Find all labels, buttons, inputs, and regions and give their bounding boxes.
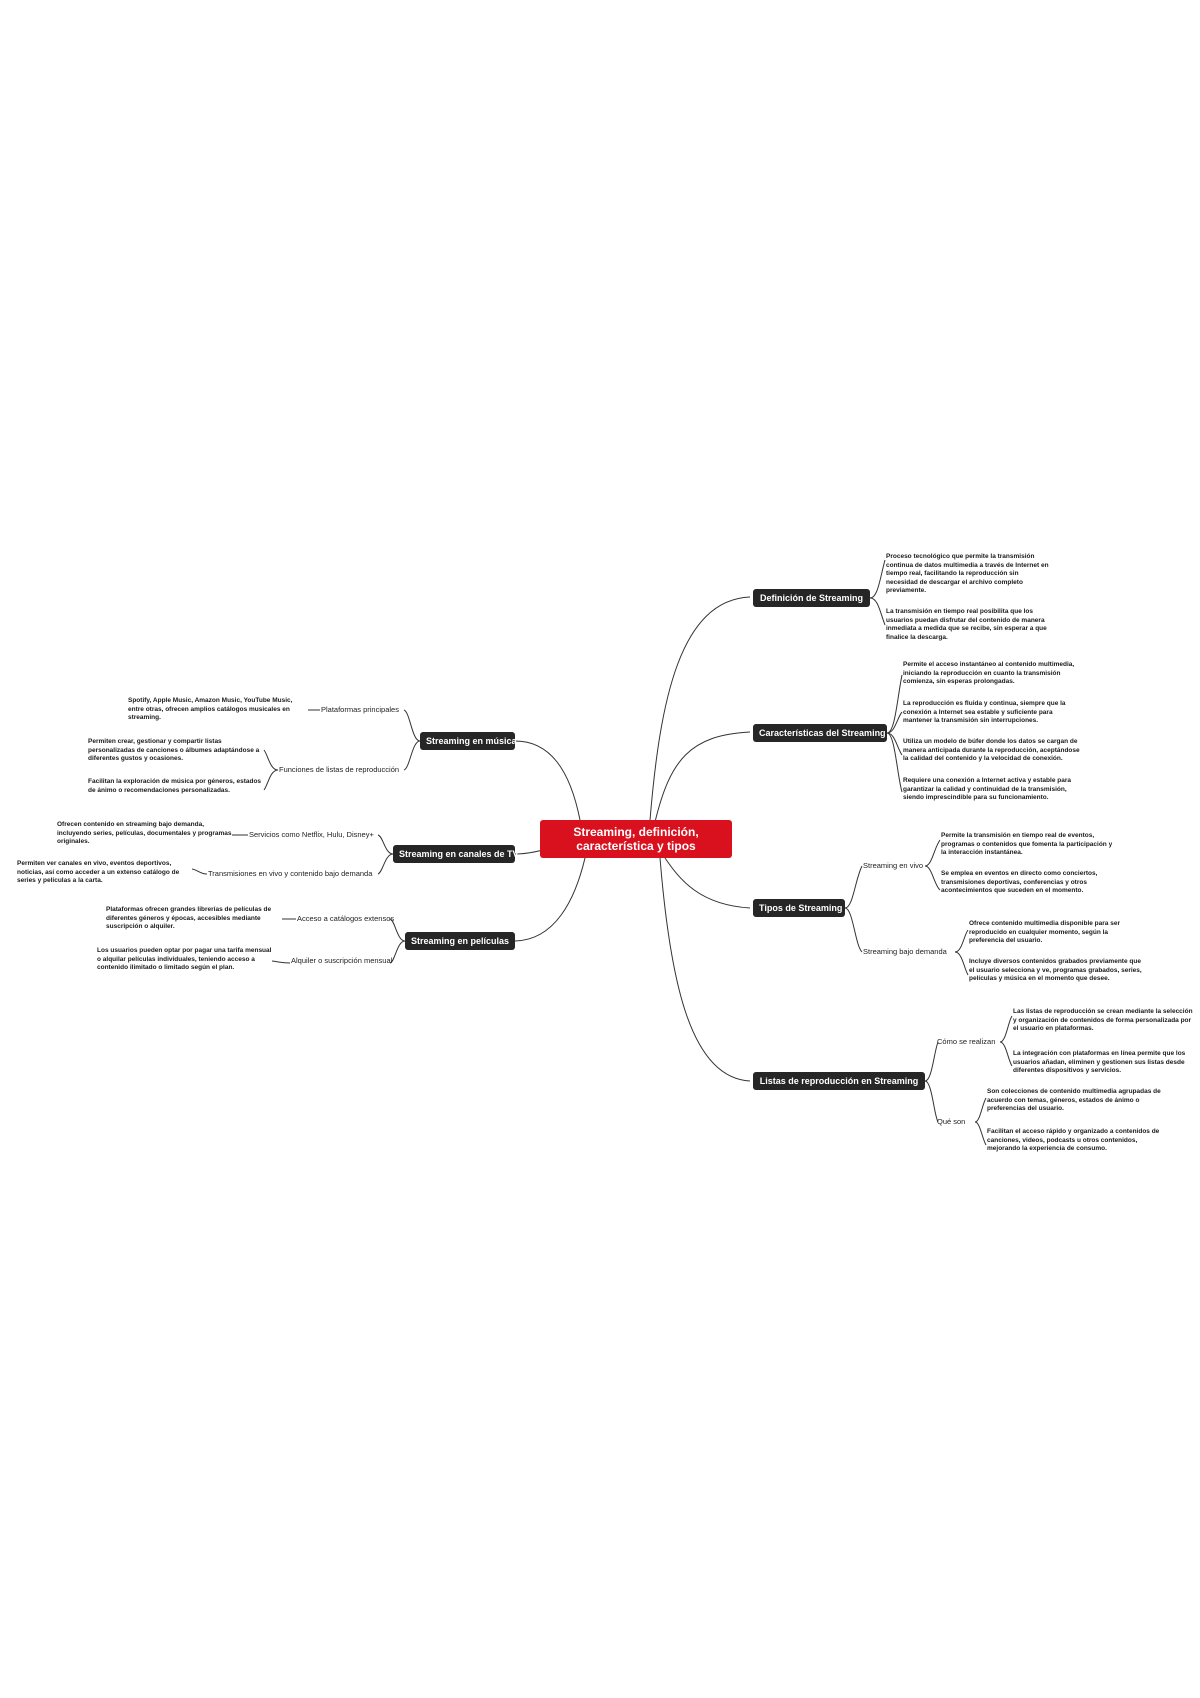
topic-listas[interactable]: Listas de reproducción en Streaming bbox=[753, 1072, 925, 1090]
leaf-como-1: Las listas de reproducción se crean mediante la selección y organización de contenidos de forma personalizada por el usuario en plataformas. bbox=[1013, 1008, 1193, 1033]
leaf-transmisiones: Permiten ver canales en vivo, eventos deportivos, noticias, así como acceder a un extenso catálogo de series y películas a la carta. bbox=[17, 860, 180, 885]
leaf-plataformas: Spotify, Apple Music, Amazon Music, YouTube Music, entre otras, ofrecen amplios catálogos musicales en streaming. bbox=[128, 697, 293, 722]
leaf-acceso: Plataformas ofrecen grandes librerías de películas de diferentes géneros y épocas, accesibles mediante suscripción o alquiler. bbox=[106, 906, 272, 931]
leaf-caracteristicas-3: Utiliza un modelo de búfer donde los datos se cargan de manera anticipada durante la reproducción, aceptándose la calidad del contenido y la velocidad de conexión. bbox=[903, 738, 1080, 763]
sub-servicios-netflix[interactable]: Servicios como Netflix, Hulu, Disney+ bbox=[249, 830, 374, 839]
topic-peliculas[interactable]: Streaming en películas bbox=[405, 932, 515, 950]
leaf-queson-2: Facilitan el acceso rápido y organizado a contenidos de canciones, videos, podcasts u otros contenidos, mejorando la experiencia de consumo. bbox=[987, 1128, 1160, 1153]
sub-plataformas-principales[interactable]: Plataformas principales bbox=[321, 705, 399, 714]
sub-funciones-listas[interactable]: Funciones de listas de reproducción bbox=[279, 765, 400, 774]
leaf-vivo-1: Permite la transmisión en tiempo real de eventos, programas o contenidos que fomenta la participación y la interacción instantánea. bbox=[941, 832, 1113, 857]
leaf-como-2: La integración con plataformas en línea permite que los usuarios añadan, eliminen y gestionen sus listas desde diferentes dispositivos y servicios. bbox=[1013, 1050, 1186, 1075]
leaf-funciones-1: Permiten crear, gestionar y compartir listas personalizadas de canciones o álbumes adaptándose a diferentes gustos y ocasiones. bbox=[88, 738, 260, 763]
sub-como-se-realizan[interactable]: Cómo se realizan bbox=[937, 1037, 996, 1046]
leaf-queson-1: Son colecciones de contenido multimedia agrupadas de acuerdo con temas, géneros, estados de ánimo o preferencias del usuario. bbox=[987, 1088, 1161, 1113]
leaf-servicios: Ofrecen contenido en streaming bajo demanda, incluyendo series, películas, documentales y programas originales. bbox=[57, 821, 232, 846]
leaf-caracteristicas-4: Requiere una conexión a Internet activa y estable para garantizar la calidad y continuidad de la transmisión, siendo imprescindible para su funcionamiento. bbox=[903, 777, 1071, 802]
sub-streaming-en-vivo[interactable]: Streaming en vivo bbox=[863, 861, 924, 870]
sub-streaming-bajo-demanda[interactable]: Streaming bajo demanda bbox=[863, 947, 947, 956]
leaf-caracteristicas-2: La reproducción es fluida y continua, siempre que la conexión a Internet sea estable y suficiente para mantener la transmisión sin interrupciones. bbox=[903, 700, 1066, 725]
central-topic[interactable]: Streaming, definición, característica y tipos bbox=[540, 820, 732, 858]
topic-caracteristicas[interactable]: Características del Streaming bbox=[753, 724, 887, 742]
sub-acceso-catalogos[interactable]: Acceso a catálogos extensos bbox=[297, 914, 395, 923]
sub-alquiler-suscripcion[interactable]: Alquiler o suscripción mensual bbox=[291, 956, 393, 965]
topic-tipos[interactable]: Tipos de Streaming bbox=[753, 899, 845, 917]
topic-definicion[interactable]: Definición de Streaming bbox=[753, 589, 870, 607]
sub-transmisiones-en-vivo[interactable]: Transmisiones en vivo y contenido bajo demanda bbox=[208, 869, 373, 878]
leaf-vivo-2: Se emplea en eventos en directo como conciertos, transmisiones deportivas, conferencias y otros acontecimientos que suceden en el momento. bbox=[941, 870, 1098, 895]
leaf-definicion-1: Proceso tecnológico que permite la transmisión continua de datos multimedia a través de Internet en tiempo real, facilitando la reproducción sin necesidad de descargar el archivo completo previamente. bbox=[886, 553, 1049, 595]
leaf-definicion-2: La transmisión en tiempo real posibilita que los usuarios puedan disfrutar del contenido de manera inmediata a medida que se recibe, sin esperar a que finalice la descarga. bbox=[886, 608, 1047, 641]
topic-canales-tv[interactable]: Streaming en canales de TV bbox=[393, 845, 515, 863]
sub-que-son[interactable]: Qué son bbox=[937, 1117, 966, 1126]
leaf-funciones-2: Facilitan la exploración de música por géneros, estados de ánimo o recomendaciones personalizadas. bbox=[88, 778, 262, 794]
leaf-demanda-2: Incluye diversos contenidos grabados previamente que el usuario selecciona y ve, programas grabados, series, películas y música en el momento que desee. bbox=[969, 958, 1142, 983]
leaf-caracteristicas-1: Permite el acceso instantáneo al contenido multimedia, iniciando la reproducción en cuanto la transmisión comienza, sin esperas prolongadas. bbox=[903, 661, 1075, 686]
topic-musica[interactable]: Streaming en música bbox=[420, 732, 515, 750]
leaf-demanda-1: Ofrece contenido multimedia disponible para ser reproducido en cualquier momento, según la preferencia del usuario. bbox=[969, 920, 1120, 945]
leaf-alquiler: Los usuarios pueden optar por pagar una tarifa mensual o alquilar películas individuales, teniendo acceso a contenido ilimitado o limitado según el plan. bbox=[97, 947, 272, 972]
